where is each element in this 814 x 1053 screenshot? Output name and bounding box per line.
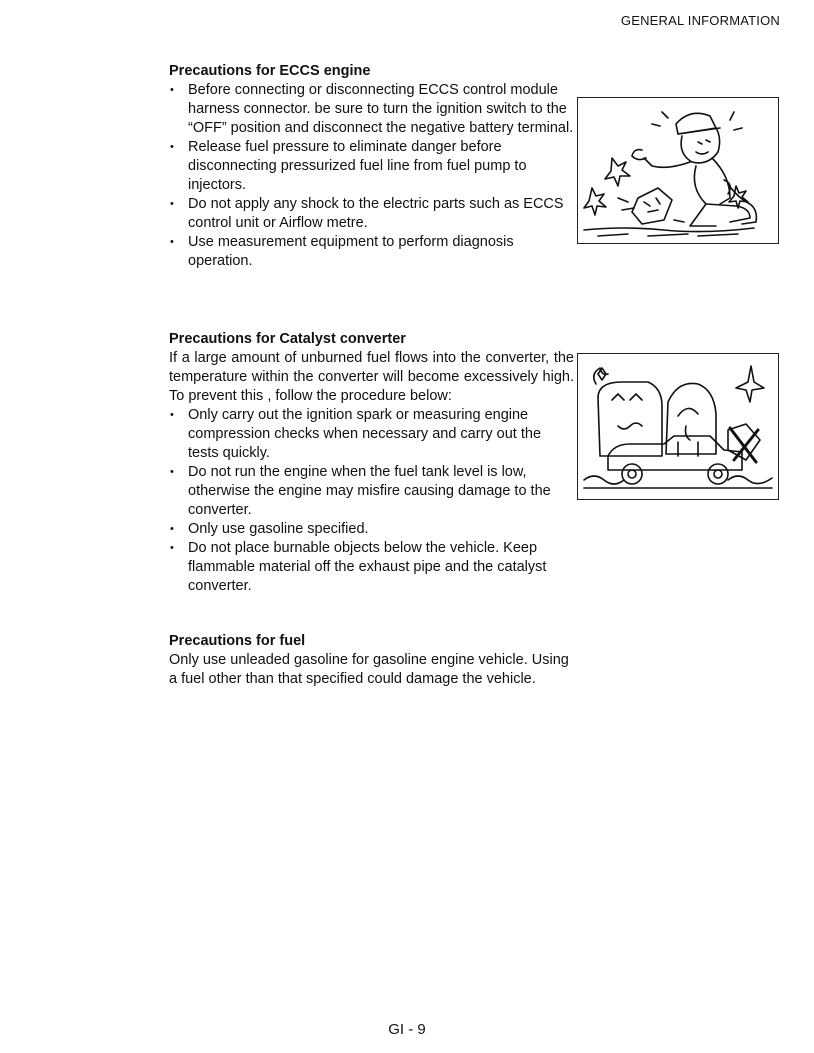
running-header: GENERAL INFORMATION: [620, 13, 780, 28]
section-title: Precautions for Catalyst converter: [169, 331, 406, 347]
section-eccs-engine: [169, 63, 574, 271]
list-item: • Do not place burnable objects below the vehicle. Keep flammable material off the exhaust pipe and the catalyst converter.: [169, 539, 574, 596]
section-text: Only use unleaded gasoline for gasoline engine vehicle. Using a fuel other than that specified could damage the vehicle.: [169, 652, 569, 687]
section-intro: If a large amount of unburned fuel flows into the converter, the temperature within the converter will become excessively high. To prevent this , follow the procedure below:: [169, 350, 574, 404]
list-item: • Use measurement equipment to perform diagnosis operation.: [169, 233, 574, 271]
list-item: • Do not run the engine when the fuel tank level is low, otherwise the engine may misfire causing damage to the converter.: [169, 463, 574, 520]
page-number: GI - 9: [388, 1021, 426, 1038]
bullet-list: [169, 406, 574, 596]
bullet-list: [169, 81, 574, 271]
list-item: • Do not apply any shock to the electric parts such as ECCS control unit or Airflow metre.: [169, 195, 574, 233]
list-item: • Only carry out the ignition spark or measuring engine compression checks when necessary and carry out the tests quickly.: [169, 406, 574, 463]
section-title: Precautions for fuel: [169, 633, 306, 649]
section-fuel: [169, 633, 569, 689]
list-item: • Before connecting or disconnecting ECCS control module harness connector. be sure to turn the ignition switch to the “OFF” position and disconnect the negative battery terminal.: [169, 81, 574, 138]
section-title: Precautions for ECCS engine: [169, 63, 371, 79]
car-fuel-fire-image: [578, 354, 778, 499]
car-warning-illustration: [577, 353, 779, 500]
list-item: • Release fuel pressure to eliminate danger before disconnecting pressurized fuel line from fuel pump to injectors.: [169, 138, 574, 195]
mechanic-dropping-part-image: [578, 98, 778, 243]
list-item: • Only use gasoline specified.: [169, 520, 574, 539]
section-catalyst-converter: [169, 331, 574, 596]
mechanic-illustration: [577, 97, 779, 244]
